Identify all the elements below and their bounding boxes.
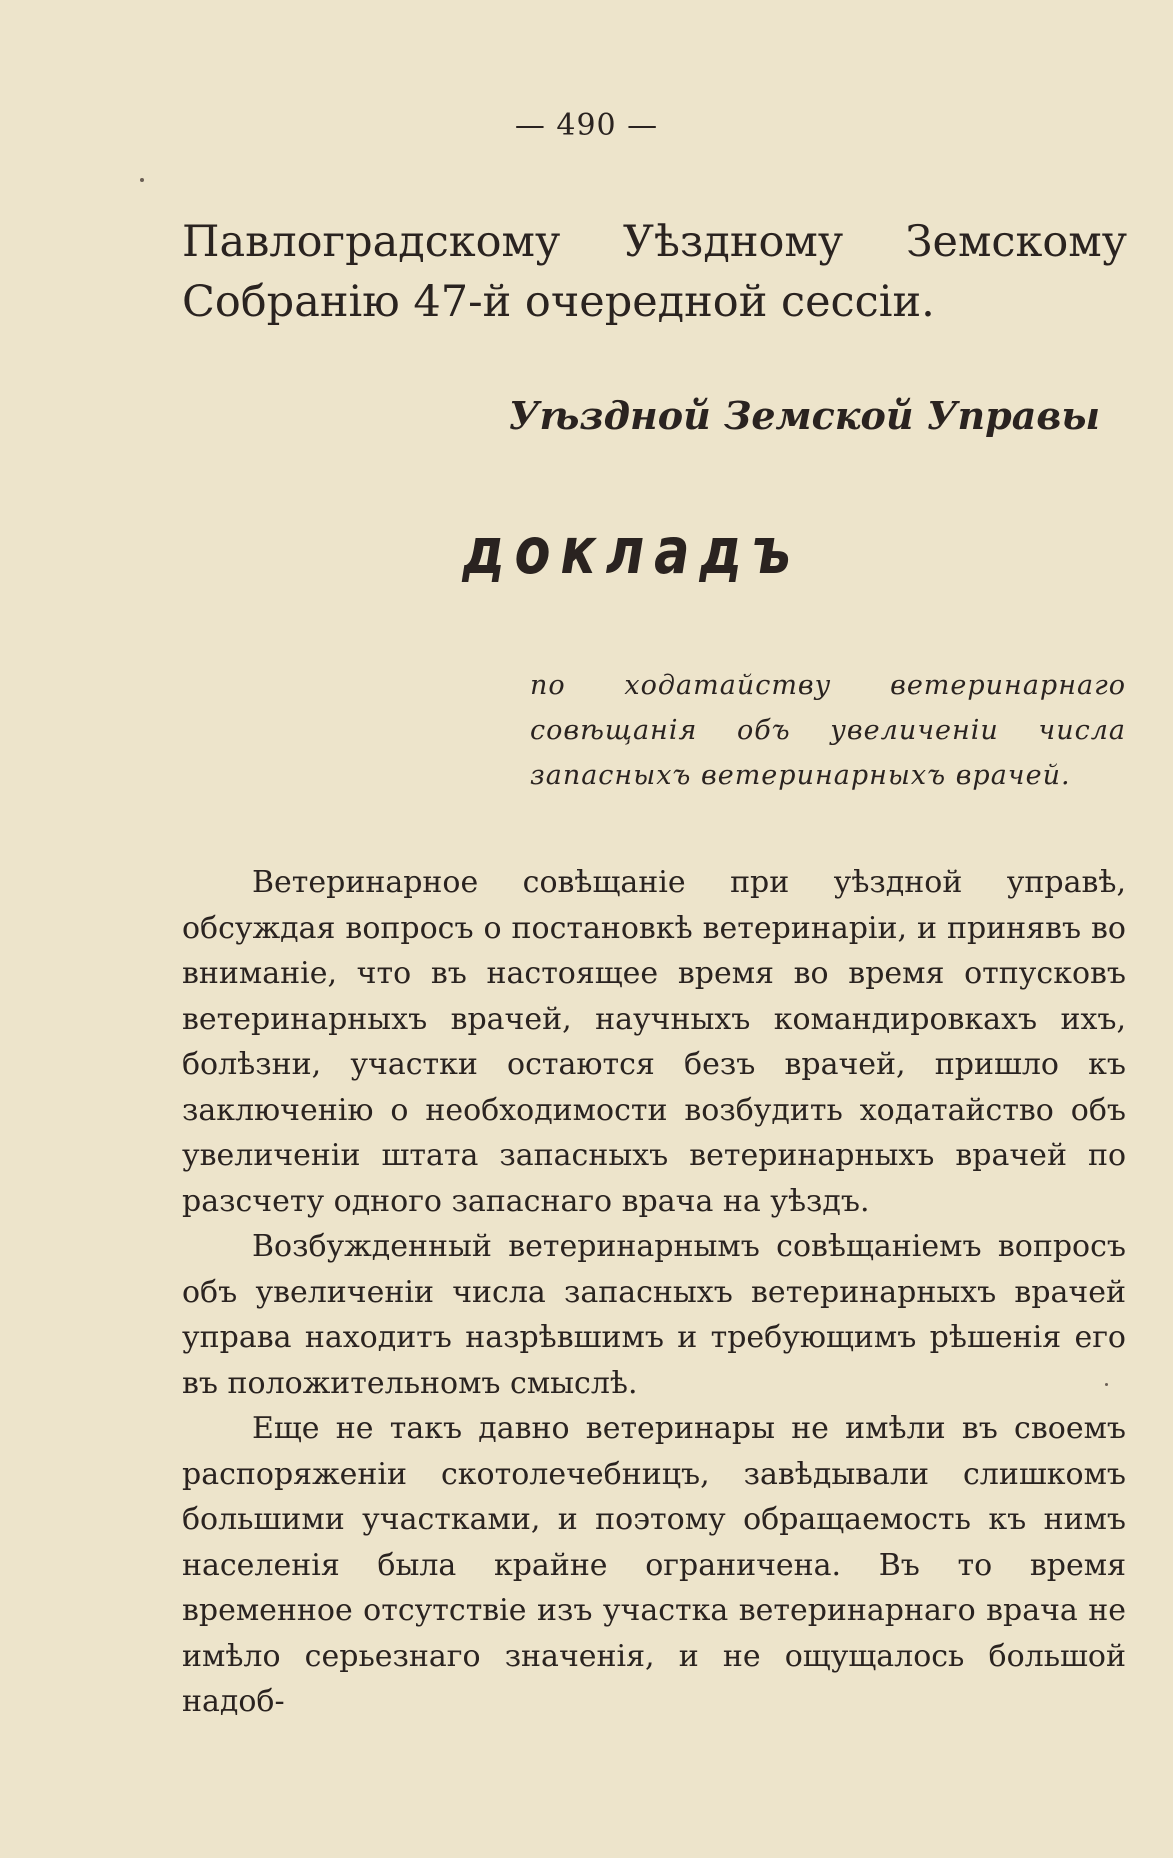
- issuer-subtitle: Уѣздной Земской Управы: [508, 393, 1100, 438]
- paper-speck: [1105, 1383, 1108, 1386]
- page-number: — 490 —: [514, 108, 659, 143]
- addressee-heading: Павлоградскому Уѣздному Земскому Собранію 47-й очередной сессіи.: [182, 217, 1127, 327]
- body-paragraph: Ветеринарное совѣщаніе при уѣздной управѣ, обсуждая вопросъ о постановкѣ ветеринаріи, и принявъ во вниманіе, что въ настоящее время во время отпусковъ ветеринарныхъ врачей, научныхъ командировкахъ ихъ, болѣзни, участки остаются безъ врачей, пришло къ заключенію о необходимости возбудить ходатайство объ увеличеніи штата запасныхъ ветеринарныхъ врачей по разсчету одного запаснаго врача на уѣздъ.: [182, 865, 1126, 1219]
- report-body: [182, 860, 1126, 1725]
- body-paragraph: Возбужденный ветеринарнымъ совѣщаніемъ вопросъ объ увеличеніи числа запасныхъ ветеринарныхъ врачей управа находитъ назрѣвшимъ и требующимъ рѣшенія его въ положительномъ смыслѣ.: [182, 1229, 1126, 1401]
- paper-speck: [140, 178, 144, 182]
- report-topic: по ходатайству ветеринарнаго совѣщанія объ увеличеніи числа запасныхъ ветеринарныхъ врачей.: [530, 670, 1126, 791]
- body-paragraph: Еще не такъ давно ветеринары не имѣли въ своемъ распоряженіи скотолечебницъ, завѣдывали слишкомъ большими участками, и поэтому обращаемость къ нимъ населенія была крайне ограничена. Въ то время временное отсутствіе изъ участка ветеринарнаго врача не имѣло серьезнаго значенія, и не ощущалось большой надоб-: [182, 1411, 1126, 1719]
- document-title: докладъ: [462, 515, 801, 589]
